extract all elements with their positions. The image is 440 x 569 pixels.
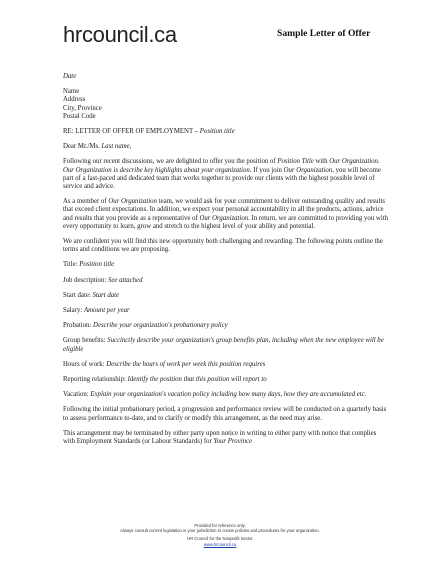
address-line: Address bbox=[63, 96, 86, 104]
footer bbox=[0, 523, 440, 547]
terms-list bbox=[63, 254, 388, 399]
term-label: Group benefits: bbox=[63, 337, 108, 345]
term-label: Job description: bbox=[63, 276, 108, 284]
term-item bbox=[63, 261, 388, 269]
term-value: See attached bbox=[107, 276, 143, 284]
footer-website-link[interactable]: www.hrcouncil.ca bbox=[203, 541, 237, 547]
confidence-paragraph: We are confident you will find this new opportunity both challenging and rewarding. The following points outline the terms and conditions we are proposing. bbox=[63, 238, 383, 254]
termination-paragraph: This arrangement may be terminated by either party upon notice in writing to either party with notice that complies with Employment Standards (or Labour Standards) for Your Province bbox=[63, 429, 377, 446]
term-item bbox=[63, 277, 388, 285]
address-line: Name bbox=[63, 88, 80, 96]
footer-disclaimer: Provided for reference only. bbox=[194, 523, 246, 528]
term-value: Describe the hours of work per week this position requires bbox=[106, 360, 266, 368]
term-label: Start date: bbox=[63, 291, 93, 299]
re-line: RE: LETTER OF OFFER OF EMPLOYMENT – Position title bbox=[63, 128, 235, 136]
recipient-address bbox=[63, 88, 388, 121]
term-item bbox=[63, 292, 388, 300]
address-line: City, Province bbox=[63, 104, 102, 112]
probation-review-paragraph: Following the initial probationary period, a progression and performance review will be conducted on a quarterly basis to assess performance to-date, and to clarify or modify this arrangement, as the need may arise. bbox=[63, 406, 387, 422]
term-value: Position title bbox=[79, 261, 115, 269]
commitment-paragraph: As a member of Our Organization team, we would ask for your commitment to deliver outstanding quality and results that exceed client expectations. In addition, we expect your personal accountability in all the products, actions, advice and results that you provide as a representative of Our Organization. In return, we are committed to providing you with every opportunity to learn, grow and stretch to the highest level of your ability and potential. bbox=[63, 198, 388, 230]
footer-legislation-note: Always consult current legislation in your jurisdiction to create policies and procedures for your organization. bbox=[120, 528, 320, 534]
letter-body bbox=[63, 73, 388, 446]
term-item bbox=[63, 337, 388, 353]
term-label: Hours of work: bbox=[63, 360, 107, 368]
term-value: Describe your organization's probationary policy bbox=[93, 322, 228, 330]
term-item bbox=[63, 361, 388, 369]
footer-organization: HR Council for the Nonprofit Sector bbox=[187, 536, 253, 542]
term-item bbox=[63, 307, 388, 315]
term-value: Succinctly describe your organization's group benefits plan, including when the new employee will be eligible bbox=[63, 337, 384, 353]
term-label: Vacation: bbox=[63, 391, 91, 399]
term-label: Title: bbox=[63, 261, 80, 269]
salutation: Dear Mr./Ms. Last name, bbox=[63, 143, 132, 151]
term-label: Salary: bbox=[63, 307, 84, 315]
term-value: Amount per year bbox=[83, 307, 130, 315]
term-label: Probation: bbox=[63, 322, 94, 330]
hrcouncil-logo: hrcouncil.ca bbox=[63, 22, 177, 47]
term-item bbox=[63, 391, 388, 399]
date-field: Date bbox=[63, 73, 77, 80]
intro-paragraph: Following our recent discussions, we are delighted to offer you the position of Position Title with Our Organization. Our Organization is describe key highlights about your organization. If you join Our Organization, you will become part of a fast-paced and dedicated team that works together to provide our clients with the highest possible level of service and advice. bbox=[63, 158, 381, 191]
term-item bbox=[63, 376, 388, 384]
document-title: Sample Letter of Offer bbox=[277, 28, 371, 39]
address-line: Postal Code bbox=[63, 112, 96, 120]
term-value: Explain your organization's vacation policy including how many days, how they are accumulated etc. bbox=[90, 391, 367, 399]
term-label: Reporting relationship: bbox=[63, 376, 128, 384]
term-item bbox=[63, 322, 388, 330]
term-value: Identify the position that this position will report to bbox=[127, 376, 267, 384]
term-value: Start date bbox=[92, 291, 120, 299]
